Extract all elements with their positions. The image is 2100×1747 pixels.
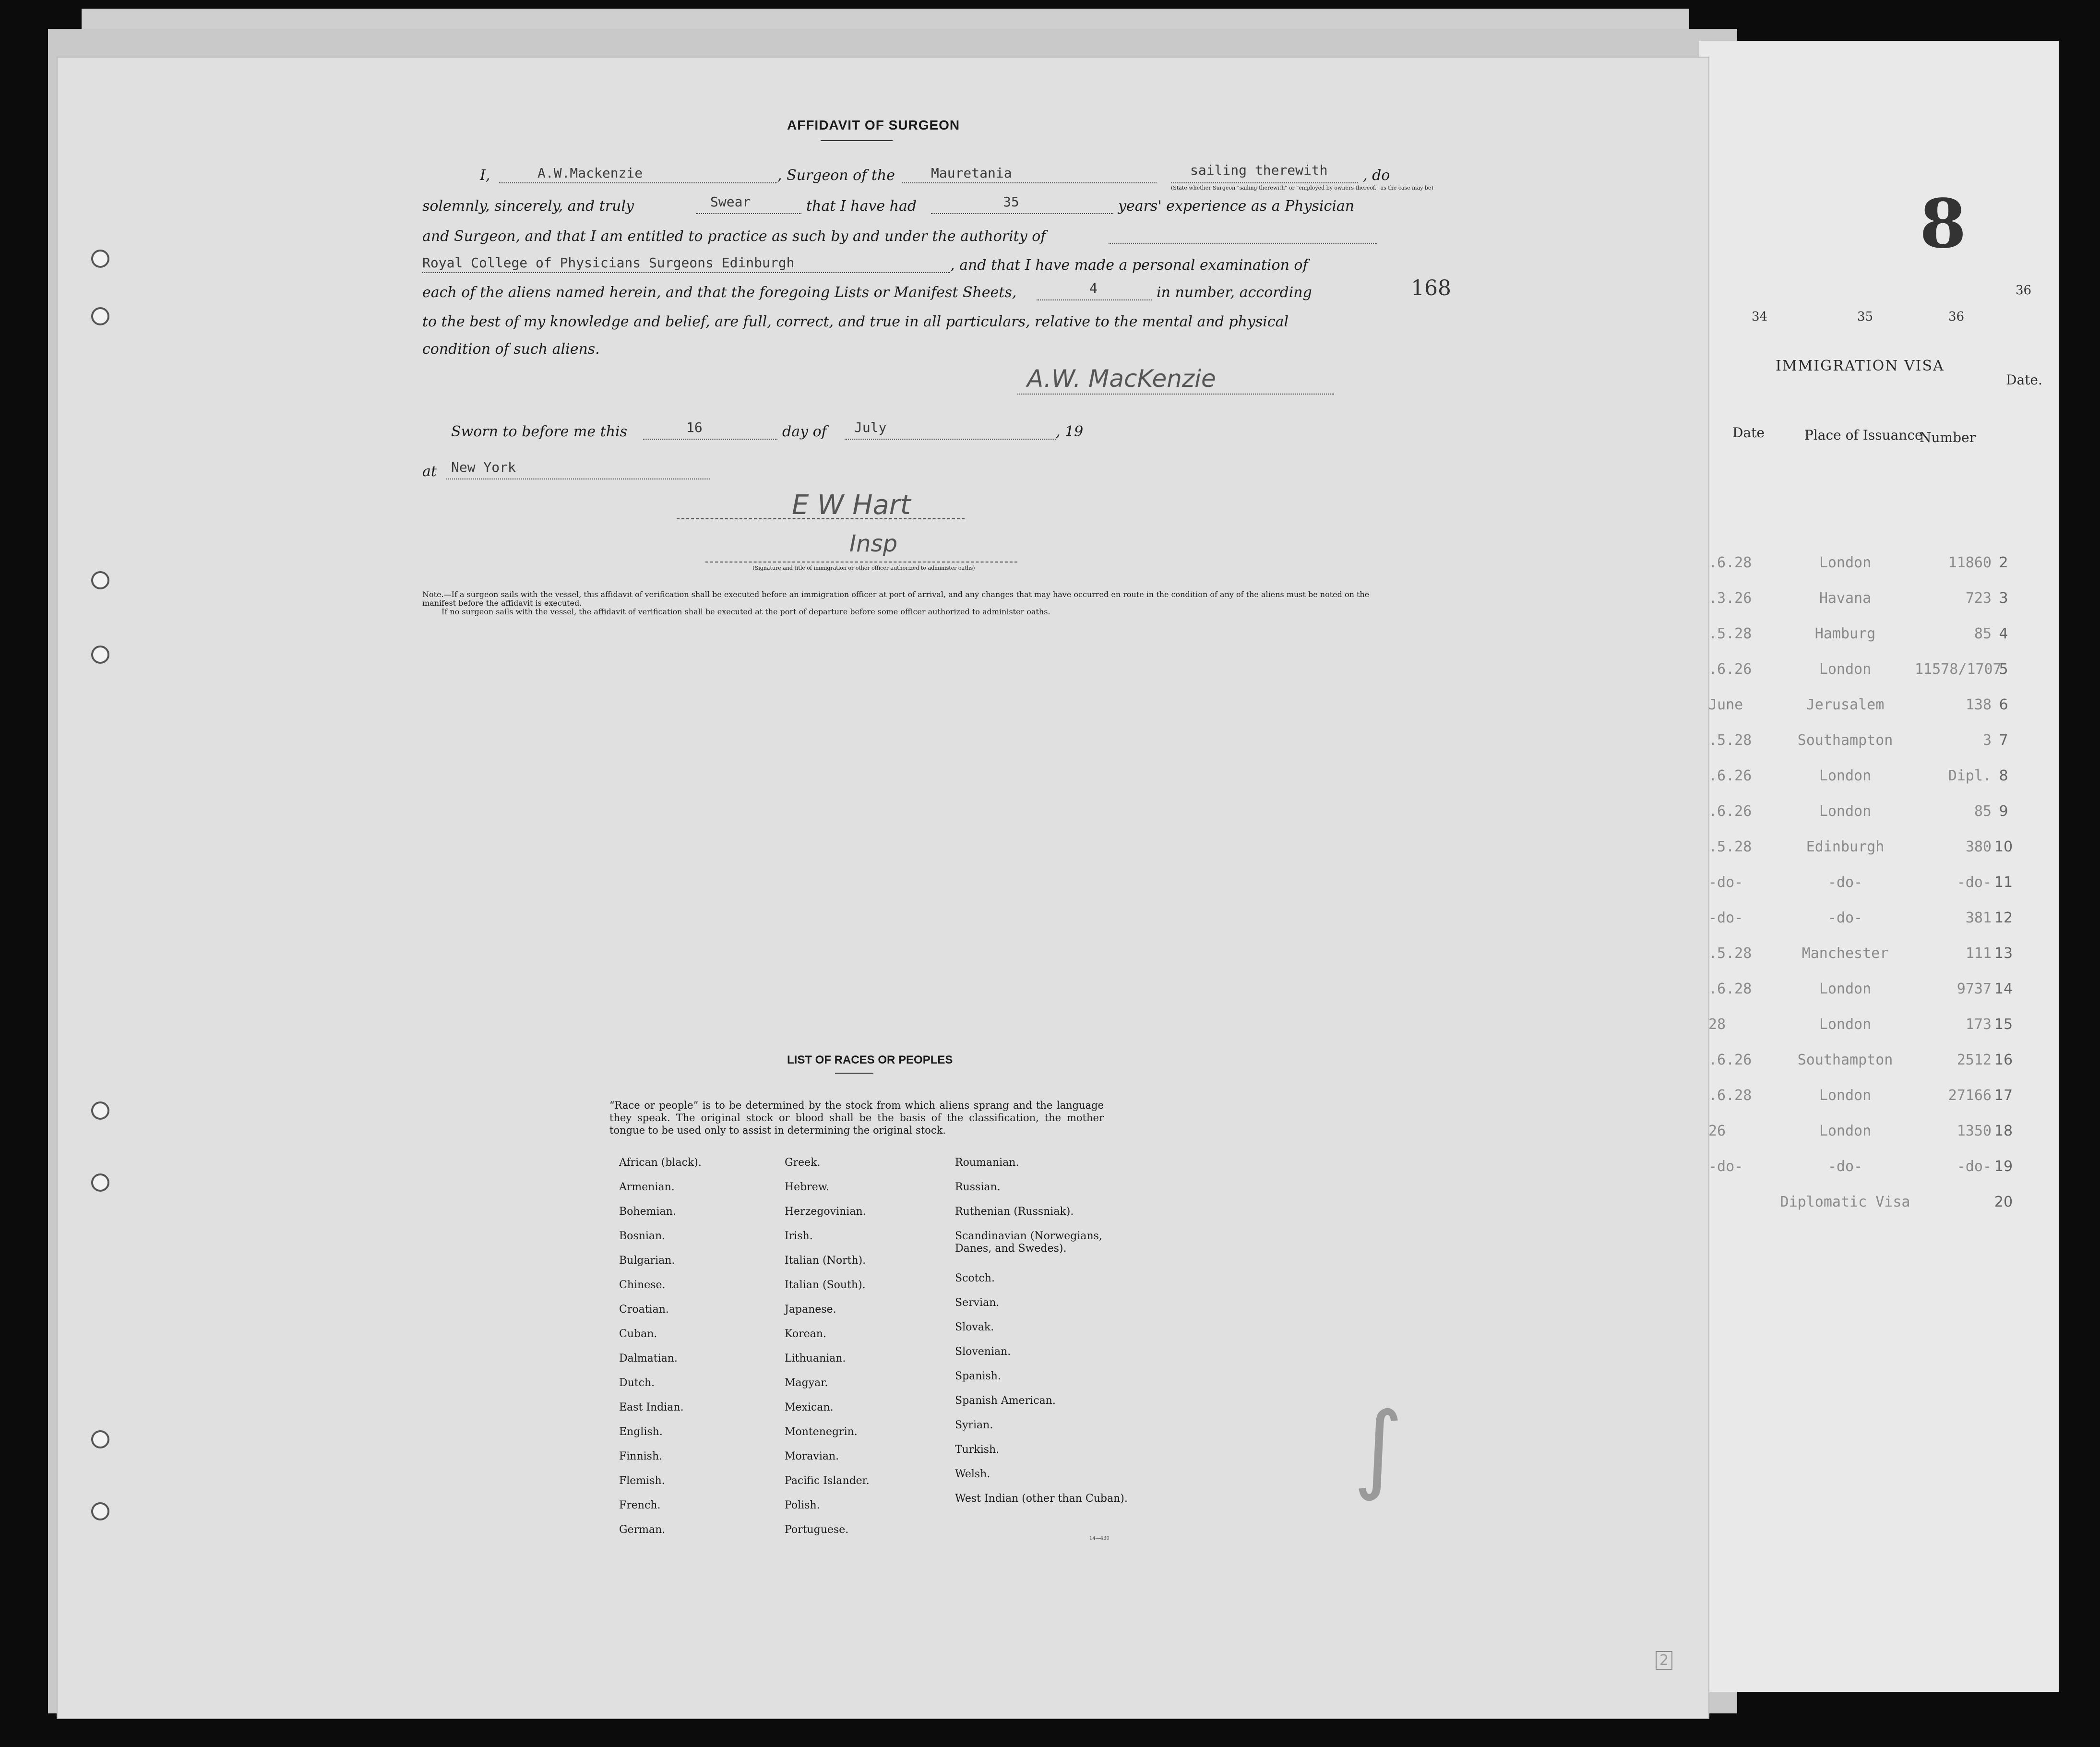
race-item: Spanish American. <box>955 1395 1056 1407</box>
column-number: 35 <box>1857 310 1873 324</box>
race-item: Italian (North). <box>785 1255 866 1267</box>
blank-rule <box>643 439 777 440</box>
race-item: Roumanian. <box>955 1157 1019 1169</box>
race-item: Slovak. <box>955 1321 994 1333</box>
races-column-3 <box>955 1157 1128 1535</box>
visa-place: Manchester <box>1802 945 1889 962</box>
visa-date: .5.28 <box>1708 625 1752 642</box>
race-item: Bulgarian. <box>619 1255 675 1267</box>
page-number: 168 <box>1411 276 1451 300</box>
visa-date: -do- <box>1708 874 1743 891</box>
tick-number: 14 <box>1994 980 2013 997</box>
affidavit-line-6: to the best of my knowledge and belief, are full, correct, and true in all particulars, relative to the mental and physical <box>422 313 1289 330</box>
race-item: Servian. <box>955 1297 1000 1309</box>
visa-row <box>1708 864 2016 900</box>
race-item: Dalmatian. <box>619 1352 678 1364</box>
officer-rule <box>677 518 965 519</box>
race-item: Ruthenian (Russniak). <box>955 1206 1074 1218</box>
races-column-2 <box>785 1157 870 1548</box>
visa-number: 11860 <box>1948 554 1992 571</box>
visa-place: London <box>1819 1016 1872 1033</box>
line-5-prefix: each of the aliens named herein, and that the foregoing Lists or Manifest Sheets, <box>422 284 1017 301</box>
visa-number: 85 <box>1974 802 1992 820</box>
visa-number: 381 <box>1965 909 1992 926</box>
officer-caption: (Signature and title of immigration or other officer authorized to administer oaths) <box>752 565 975 571</box>
column-number: 36 <box>1948 310 1965 324</box>
visa-row <box>1708 722 2016 758</box>
visa-row <box>1708 545 2016 580</box>
visa-row <box>1708 616 2016 651</box>
race-item: Magyar. <box>785 1377 828 1389</box>
race-item: Slovenian. <box>955 1346 1011 1358</box>
visa-place: London <box>1819 1087 1872 1104</box>
race-item: Hebrew. <box>785 1181 830 1193</box>
binder-hole <box>91 1101 109 1120</box>
tick-number: 18 <box>1994 1122 2013 1139</box>
visa-place: -do- <box>1827 1158 1863 1175</box>
blank-rule <box>1037 299 1152 300</box>
sworn-place: New York <box>451 459 516 475</box>
visa-date: -do- <box>1708 909 1743 926</box>
visa-row <box>1708 1077 2016 1113</box>
visa-date: .6.28 <box>1708 1087 1752 1104</box>
blank-rule <box>931 213 1113 214</box>
sworn-month: July <box>854 419 887 435</box>
blank-rule <box>845 439 1056 440</box>
tick-number: 7 <box>1999 731 2008 749</box>
visa-date: June <box>1708 696 1743 713</box>
blank-rule <box>422 272 950 273</box>
races-column-1 <box>619 1157 702 1548</box>
visa-row <box>1708 1113 2016 1149</box>
visa-place: Havana <box>1819 589 1872 607</box>
line-5-end: in number, according <box>1157 284 1312 301</box>
visa-place: London <box>1819 554 1872 571</box>
affidavit-sheet <box>58 58 1708 1718</box>
tick-number: 12 <box>1994 909 2013 926</box>
race-item: Korean. <box>785 1328 826 1340</box>
years-experience: 35 <box>1003 194 1019 210</box>
race-item: Polish. <box>785 1499 820 1511</box>
blank-rule <box>902 182 1157 183</box>
visa-row <box>1708 829 2016 864</box>
binder-hole <box>91 1430 109 1448</box>
tick-number: 5 <box>1999 660 2008 678</box>
note-paragraph-2: If no surgeon sails with the vessel, the affidavit of verification shall be executed at the port of departure before some officer authorized to administer oaths. <box>441 607 1050 616</box>
race-item: Pacific Islander. <box>785 1475 870 1487</box>
race-item: Bosnian. <box>619 1230 666 1242</box>
visa-row <box>1708 971 2016 1006</box>
binder-hole <box>91 1502 109 1520</box>
race-item: Scandinavian (Norwegians, Danes, and Swedes). <box>955 1230 1102 1255</box>
visa-number: -do- <box>1957 874 1992 891</box>
race-item: French. <box>619 1499 661 1511</box>
affidavit-line-7: condition of such aliens. <box>422 341 600 358</box>
visa-place: London <box>1819 802 1872 820</box>
race-item: Turkish. <box>955 1444 1000 1456</box>
visa-number: 138 <box>1965 696 1992 713</box>
affidavit-note <box>422 590 1382 616</box>
licensing-authority: Royal College of Physicians Surgeons Edinburgh <box>422 255 795 271</box>
line-1-mid: , Surgeon of the <box>777 167 895 184</box>
race-item: Croatian. <box>619 1304 669 1316</box>
visa-header-place: Place of Issuance <box>1804 427 1923 443</box>
visa-place: -do- <box>1827 874 1863 891</box>
visa-number: 11578/1707 <box>1915 660 2002 678</box>
race-item: East Indian. <box>619 1401 684 1413</box>
tick-number: 16 <box>1994 1051 2013 1068</box>
race-item: Finnish. <box>619 1450 663 1462</box>
tick-number: 17 <box>1994 1087 2013 1104</box>
visa-place: -do- <box>1827 909 1863 926</box>
day-of-label: day of <box>782 423 827 440</box>
sworn-day: 16 <box>686 419 703 435</box>
binder-hole <box>91 646 109 664</box>
race-item: Armenian. <box>619 1181 675 1193</box>
tick-number: 8 <box>1999 767 2008 784</box>
race-item: Greek. <box>785 1157 821 1169</box>
race-item: Dutch. <box>619 1377 655 1389</box>
visa-title: IMMIGRATION VISA <box>1776 358 1945 374</box>
race-item: Cuban. <box>619 1328 657 1340</box>
tick-number: 3 <box>1999 589 2008 607</box>
surgeon-signature: A.W. MacKenzie <box>1027 365 1216 393</box>
blank-rule <box>499 182 777 183</box>
visa-row <box>1708 1184 2016 1220</box>
race-item: Portuguese. <box>785 1524 849 1536</box>
at-label: at <box>422 463 437 480</box>
visa-row <box>1708 687 2016 722</box>
visa-number: 3 <box>1982 731 1992 749</box>
visa-number: 27166 <box>1948 1087 1992 1104</box>
race-item: Flemish. <box>619 1475 665 1487</box>
visa-row <box>1708 793 2016 829</box>
line-1-prefix: I, <box>480 167 490 184</box>
blank-rule <box>696 213 801 214</box>
visa-number: 380 <box>1965 838 1992 855</box>
visa-place: Jerusalem <box>1806 696 1885 713</box>
race-item: Welsh. <box>955 1468 990 1480</box>
line-2-prefix: solemnly, sincerely, and truly <box>422 198 634 215</box>
visa-date: .5.28 <box>1708 945 1752 962</box>
visa-place: Southampton <box>1797 1051 1893 1068</box>
column-number: 36 <box>2016 283 2032 298</box>
visa-date: 28 <box>1708 1016 1726 1033</box>
visa-place: London <box>1819 660 1872 678</box>
visa-date: .5.28 <box>1708 838 1752 855</box>
affidavit-title: AFFIDAVIT OF SURGEON <box>787 118 960 132</box>
title-rule <box>821 140 893 141</box>
race-item: Lithuanian. <box>785 1352 846 1364</box>
binder-hole <box>91 307 109 325</box>
visa-date: .6.26 <box>1708 767 1752 784</box>
visa-row <box>1708 1042 2016 1077</box>
line-1-end: , do <box>1363 167 1390 184</box>
line-4-end: , and that I have made a personal examination of <box>950 257 1308 274</box>
race-item: Herzegovinian. <box>785 1206 866 1218</box>
races-intro: “Race or people” is to be determined by the stock from which aliens sprang and the language they speak. The original stock or blood shall be the basis of the classification, the mother tongue to be used only to assist in determining the original stock. <box>609 1100 1104 1136</box>
race-item: Japanese. <box>785 1304 836 1316</box>
line-2-end: years' experience as a Physician <box>1118 198 1355 215</box>
sheet-number: 8 <box>1920 185 1967 263</box>
pencil-mark: ∫ <box>1353 1392 1404 1504</box>
officer-signature: E W Hart <box>792 490 911 521</box>
signature-rule <box>1017 394 1334 395</box>
oath-word: Swear <box>710 194 751 210</box>
form-code: 14—430 <box>1089 1536 1110 1541</box>
race-item: Irish. <box>785 1230 813 1242</box>
visa-header-date: Date <box>1732 425 1765 441</box>
tick-number: 20 <box>1994 1193 2013 1210</box>
line-2-mid: that I have had <box>806 198 917 215</box>
column-number: 34 <box>1752 310 1768 324</box>
races-rule <box>835 1073 873 1074</box>
race-item: Chinese. <box>619 1279 666 1291</box>
race-item: African (black). <box>619 1157 702 1169</box>
tick-number: 2 <box>1999 554 2008 571</box>
visa-number: 723 <box>1965 589 1992 607</box>
visa-place: Hamburg <box>1814 625 1876 642</box>
visa-cut-header: Date. <box>2006 372 2042 388</box>
race-item: Russian. <box>955 1181 1001 1193</box>
visa-number: 85 <box>1974 625 1992 642</box>
visa-date: .6.26 <box>1708 1051 1752 1068</box>
visa-date: .5.28 <box>1708 731 1752 749</box>
surgeon-name: A.W.Mackenzie <box>537 165 643 181</box>
visa-place: London <box>1819 1122 1872 1139</box>
officer-title: Insp <box>849 530 898 557</box>
vessel-name: Mauretania <box>931 165 1012 181</box>
visa-row <box>1708 758 2016 793</box>
visa-rows <box>1708 545 2016 1220</box>
races-title: LIST OF RACES OR PEOPLES <box>787 1053 953 1066</box>
line-3-text: and Surgeon, and that I am entitled to practice as such by and under the authority of <box>422 228 1046 245</box>
visa-number: Dipl. <box>1948 767 1992 784</box>
visa-date: .6.26 <box>1708 660 1752 678</box>
race-item: English. <box>619 1426 663 1438</box>
visa-row <box>1708 935 2016 971</box>
visa-date: -do- <box>1708 1158 1743 1175</box>
visa-place: London <box>1819 767 1872 784</box>
visa-row <box>1708 1006 2016 1042</box>
tick-number: 9 <box>1999 802 2008 820</box>
race-item: Syrian. <box>955 1419 993 1431</box>
blank-rule <box>1109 243 1377 244</box>
race-item: Scotch. <box>955 1272 995 1284</box>
race-item: Moravian. <box>785 1450 839 1462</box>
race-item: Mexican. <box>785 1401 834 1413</box>
tick-number: 6 <box>1999 696 2008 713</box>
tick-number: 11 <box>1994 874 2013 891</box>
sworn-prefix: Sworn to before me this <box>451 423 628 440</box>
tick-number: 13 <box>1994 945 2013 962</box>
visa-place: Diplomatic Visa <box>1780 1193 1910 1210</box>
visa-date: .3.26 <box>1708 589 1752 607</box>
binder-hole <box>91 1173 109 1192</box>
tick-number: 10 <box>1994 838 2013 855</box>
race-item: German. <box>619 1524 666 1536</box>
visa-number: 111 <box>1965 945 1992 962</box>
tick-number: 4 <box>1999 625 2008 642</box>
visa-place: Southampton <box>1797 731 1893 749</box>
visa-row <box>1708 580 2016 616</box>
visa-date: .6.26 <box>1708 802 1752 820</box>
margin-mark: 2 <box>1656 1651 1672 1670</box>
tick-number: 19 <box>1994 1158 2013 1175</box>
note-paragraph-1: Note.—If a surgeon sails with the vessel, this affidavit of verification shall be executed before an immigration officer at port of arrival, and any changes that may have occurred en route in the condition of any of the aliens must be noted on the manifest before the affidavit is executed. <box>422 590 1370 608</box>
visa-number: 173 <box>1965 1016 1992 1033</box>
tick-number: 15 <box>1994 1016 2013 1033</box>
visa-place: London <box>1819 980 1872 997</box>
visa-row <box>1708 1149 2016 1184</box>
visa-row <box>1708 651 2016 687</box>
visa-sheet <box>1699 41 2059 1692</box>
visa-number: 9737 <box>1957 980 1992 997</box>
race-item: Italian (South). <box>785 1279 866 1291</box>
binder-hole <box>91 571 109 589</box>
visa-date: .6.28 <box>1708 554 1752 571</box>
visa-row <box>1708 900 2016 935</box>
sheet-count: 4 <box>1089 280 1098 296</box>
sailing-status: sailing therewith <box>1190 162 1328 178</box>
race-item: Bohemian. <box>619 1206 676 1218</box>
visa-header-number: Number <box>1920 430 1976 445</box>
visa-date: 26 <box>1708 1122 1726 1139</box>
race-item: West Indian (other than Cuban). <box>955 1493 1128 1505</box>
race-item: Montenegrin. <box>785 1426 858 1438</box>
visa-number: -do- <box>1957 1158 1992 1175</box>
year-prefix: , 19 <box>1056 423 1084 440</box>
status-note: (State whether Surgeon "sailing therewith" or "employed by owners thereof," as the case may be) <box>1171 185 1433 191</box>
binder-hole <box>91 250 109 268</box>
visa-date: .6.28 <box>1708 980 1752 997</box>
visa-number: 1350 <box>1957 1122 1992 1139</box>
race-item: Spanish. <box>955 1370 1001 1382</box>
visa-place: Edinburgh <box>1806 838 1885 855</box>
blank-rule <box>1171 182 1358 183</box>
visa-number: 2512 <box>1957 1051 1992 1068</box>
